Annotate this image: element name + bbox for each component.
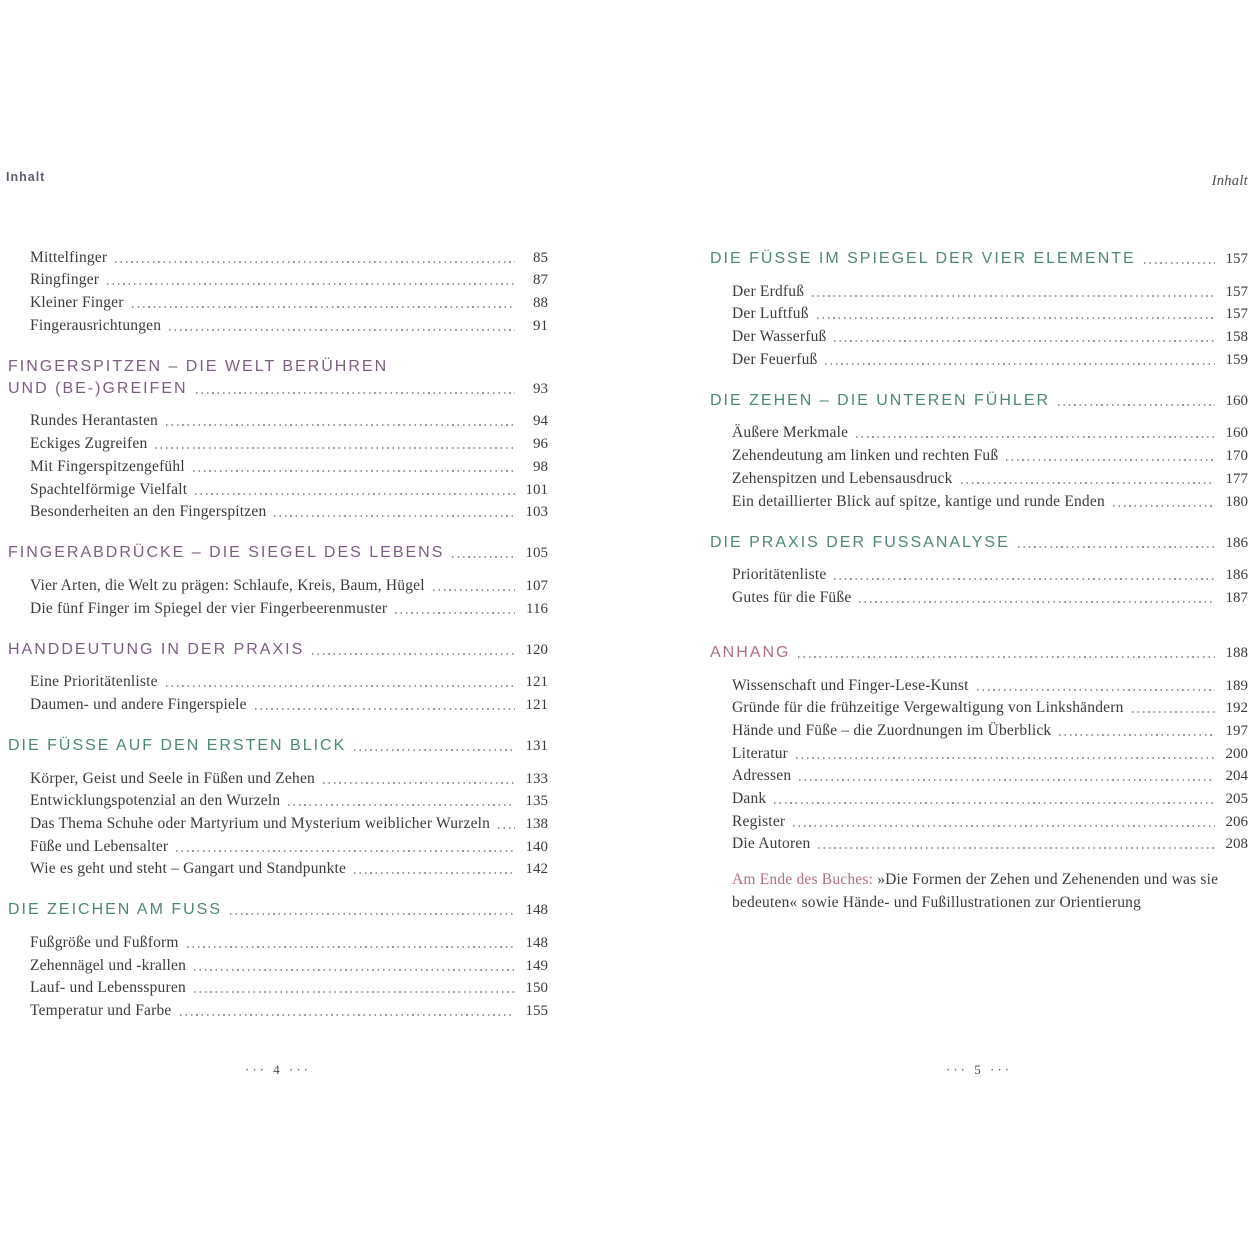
page-number-value: 180 bbox=[1225, 493, 1248, 510]
toc-entry bbox=[8, 244, 548, 267]
page-number-value: 148 bbox=[525, 935, 548, 952]
toc-chapter-title: ANHANG bbox=[710, 643, 791, 661]
dot-leader bbox=[288, 804, 515, 806]
toc-entry-label: Fingerausrichtungen bbox=[30, 316, 162, 334]
dot-leader bbox=[169, 329, 515, 331]
book-page-left bbox=[8, 0, 548, 1250]
dot-leader bbox=[1059, 734, 1215, 736]
page-number-value: 186 bbox=[1225, 534, 1248, 551]
page-number-value: 192 bbox=[1225, 700, 1248, 717]
page-number-value: 186 bbox=[1225, 567, 1248, 584]
dot-leader bbox=[195, 493, 515, 495]
dot-leader bbox=[176, 850, 515, 852]
toc-entry bbox=[8, 833, 548, 856]
dot-leader bbox=[1132, 711, 1215, 713]
toc-entry bbox=[8, 765, 548, 788]
toc-entry bbox=[8, 572, 548, 595]
page-number-value: 160 bbox=[1225, 425, 1248, 442]
dot-leader bbox=[498, 827, 515, 829]
toc-entry bbox=[710, 488, 1248, 511]
toc-entry-label: Zehendeutung am linken und rechten Fuß bbox=[732, 447, 999, 465]
dot-leader bbox=[194, 991, 515, 993]
page-number-value: 96 bbox=[533, 436, 548, 453]
page-number-value: 150 bbox=[525, 980, 548, 997]
dot-leader bbox=[1144, 262, 1215, 264]
dot-leader bbox=[166, 424, 515, 426]
toc-chapter-row bbox=[8, 376, 548, 398]
page-number-value: 206 bbox=[1225, 813, 1248, 830]
toc-chapter-title: DIE ZEICHEN AM FUSS bbox=[8, 901, 223, 919]
page-number-value: 105 bbox=[525, 545, 548, 562]
toc-chapter-row bbox=[8, 733, 548, 755]
dot-leader bbox=[354, 872, 515, 874]
dot-leader bbox=[274, 515, 515, 517]
toc-entry-label: Temperatur und Farbe bbox=[30, 1002, 172, 1020]
page-number-value: 189 bbox=[1225, 677, 1248, 694]
page-number-value: 187 bbox=[1225, 589, 1248, 606]
toc-entry bbox=[8, 312, 548, 335]
toc-entry-label: Der Luftfuß bbox=[732, 305, 809, 323]
toc-entry bbox=[710, 717, 1248, 740]
page-number-value: 94 bbox=[533, 413, 548, 430]
toc-chapter-row bbox=[8, 540, 548, 562]
toc-entry-label: Wissenschaft und Finger-Lese-Kunst bbox=[732, 676, 969, 694]
toc-entry-label: Spachtelförmige Vielfalt bbox=[30, 480, 188, 498]
page-number-value: 101 bbox=[525, 481, 548, 498]
toc-entry bbox=[710, 346, 1248, 369]
toc-entry bbox=[710, 740, 1248, 763]
dot-leader bbox=[312, 653, 515, 655]
toc-column-right bbox=[710, 246, 1248, 853]
dot-leader bbox=[817, 317, 1215, 319]
toc-entry-label: Eckiges Zugreifen bbox=[30, 435, 148, 453]
toc-entry bbox=[8, 810, 548, 833]
page-number-value: 208 bbox=[1225, 836, 1248, 853]
page-number-value: 158 bbox=[1225, 329, 1248, 346]
dot-leader bbox=[812, 295, 1215, 297]
toc-entry bbox=[8, 691, 548, 714]
toc-entry-label: Register bbox=[732, 812, 786, 830]
dot-leader bbox=[354, 749, 515, 751]
toc-chapter bbox=[710, 640, 1248, 662]
toc-chapter bbox=[8, 733, 548, 755]
toc-entry-label: Literatur bbox=[732, 744, 789, 762]
toc-entry-label: Die fünf Finger im Spiegel der vier Fingerbeerenmuster bbox=[30, 599, 388, 617]
dot-leader bbox=[961, 482, 1215, 484]
dot-leader bbox=[1018, 546, 1215, 548]
toc-entry bbox=[8, 788, 548, 811]
toc-entry bbox=[710, 695, 1248, 718]
toc-entry-label: Das Thema Schuhe oder Martyrium und Mysterium weiblicher Wurzeln bbox=[30, 815, 491, 832]
toc-chapter-title: FINGERABDRÜCKE – DIE SIEGEL DES LEBENS bbox=[8, 544, 445, 562]
toc-entry bbox=[710, 323, 1248, 346]
page-number-value: 88 bbox=[533, 295, 548, 312]
toc-chapter bbox=[8, 354, 548, 398]
toc-entry bbox=[8, 669, 548, 692]
dot-leader bbox=[793, 825, 1215, 827]
toc-entry bbox=[8, 595, 548, 618]
toc-entry bbox=[8, 476, 548, 499]
toc-entry-label: Rundes Herantasten bbox=[30, 412, 158, 430]
page-number-value: 140 bbox=[525, 838, 548, 855]
toc-entry-label: Prioritätenliste bbox=[732, 566, 827, 584]
toc-entry-label: Körper, Geist und Seele in Füßen und Zehen bbox=[30, 769, 315, 787]
dot-leader bbox=[977, 689, 1215, 691]
toc-entry bbox=[710, 831, 1248, 854]
toc-entry-label: Hände und Füße – die Zuordnungen im Überblick bbox=[732, 721, 1052, 739]
page-number-value: 107 bbox=[525, 577, 548, 594]
end-note bbox=[710, 868, 1248, 914]
page-number-value: 93 bbox=[533, 380, 548, 397]
dot-leader bbox=[433, 589, 515, 591]
end-note-text-line2: bedeuten« sowie Hände- und Fußillustrationen zur Orientierung bbox=[732, 894, 1142, 911]
toc-entry-label: Adressen bbox=[732, 767, 792, 785]
toc-entry-label: Kleiner Finger bbox=[30, 294, 124, 312]
toc-entry-label: Daumen- und andere Fingerspiele bbox=[30, 695, 247, 713]
end-note-text-line1: »Die Formen der Zehen und Zehenenden und was sie bbox=[877, 871, 1219, 888]
toc-chapter-row bbox=[710, 246, 1248, 268]
toc-entry bbox=[8, 499, 548, 522]
toc-entry-label: Ein detaillierter Blick auf spitze, kantige und runde Enden bbox=[732, 492, 1105, 510]
page-number-value: 103 bbox=[525, 504, 548, 521]
toc-entry-label: Besonderheiten an den Fingerspitzen bbox=[30, 503, 267, 521]
toc-entry bbox=[710, 808, 1248, 831]
dot-leader bbox=[834, 340, 1215, 342]
dot-leader bbox=[166, 685, 515, 687]
toc-entry bbox=[8, 430, 548, 453]
toc-entry bbox=[8, 289, 548, 312]
toc-chapter-title: DIE ZEHEN – DIE UNTEREN FÜHLER bbox=[710, 391, 1051, 409]
dot-leader bbox=[194, 969, 515, 971]
dot-leader bbox=[1113, 505, 1215, 507]
dot-leader bbox=[115, 261, 515, 263]
page-number-value: 170 bbox=[1225, 448, 1248, 465]
toc-chapter-row bbox=[8, 637, 548, 659]
dot-leader bbox=[395, 612, 515, 614]
dot-leader bbox=[323, 782, 515, 784]
toc-chapter-title: DIE PRAXIS DER FUSSANALYSE bbox=[710, 533, 1010, 551]
toc-chapter bbox=[8, 540, 548, 562]
toc-entry bbox=[8, 975, 548, 998]
dot-leader bbox=[834, 578, 1215, 580]
dot-leader bbox=[180, 1014, 515, 1016]
toc-entry bbox=[710, 562, 1248, 585]
page-number-value: 138 bbox=[525, 816, 548, 832]
toc-entry bbox=[710, 442, 1248, 465]
page-number-value: 157 bbox=[1225, 251, 1248, 267]
toc-entry bbox=[710, 465, 1248, 488]
toc-entry-label: Entwicklungspotenzial an den Wurzeln bbox=[30, 792, 281, 810]
page-number-value: 116 bbox=[526, 600, 548, 617]
toc-chapter bbox=[710, 246, 1248, 268]
dot-leader bbox=[1058, 404, 1215, 406]
toc-entry bbox=[710, 278, 1248, 301]
dot-leader bbox=[255, 708, 515, 710]
page-number-value: 205 bbox=[1225, 791, 1248, 807]
dot-leader bbox=[1006, 459, 1215, 461]
page-number-value: 157 bbox=[1225, 306, 1248, 323]
dot-leader bbox=[193, 470, 515, 472]
page-number-value: 177 bbox=[1225, 470, 1248, 487]
page-number-value: 131 bbox=[525, 737, 548, 754]
page-number-value: 200 bbox=[1225, 745, 1248, 762]
page-number-value: 197 bbox=[1225, 722, 1248, 739]
toc-chapter-row bbox=[710, 530, 1248, 552]
toc-chapter-title: DIE FÜSSE AUF DEN ERSTEN BLICK bbox=[8, 736, 347, 754]
page-number-value: 121 bbox=[525, 696, 548, 713]
page-number-value: 98 bbox=[533, 458, 548, 475]
page-number-value: 157 bbox=[1225, 283, 1248, 300]
dot-leader bbox=[107, 283, 515, 285]
dot-leader bbox=[196, 392, 515, 394]
end-note-lead: Am Ende des Buches: bbox=[732, 871, 874, 888]
toc-entry-label: Wie es geht und steht – Gangart und Standpunkte bbox=[30, 860, 347, 878]
page-number-value: 155 bbox=[525, 1003, 548, 1020]
running-head: Inhalt bbox=[1211, 173, 1248, 189]
toc-entry bbox=[8, 997, 548, 1020]
toc-chapter-row bbox=[710, 388, 1248, 410]
toc-chapter bbox=[710, 530, 1248, 552]
toc-entry-label: Fußgröße und Fußform bbox=[30, 934, 179, 952]
toc-chapter bbox=[710, 388, 1248, 410]
page-number-value: 159 bbox=[1225, 351, 1248, 368]
toc-chapter-row bbox=[8, 354, 548, 376]
toc-entry-label: Mit Fingerspitzengefühl bbox=[30, 457, 185, 475]
dot-leader bbox=[132, 306, 515, 308]
dot-leader bbox=[859, 601, 1215, 603]
page-number-value: 149 bbox=[525, 957, 548, 974]
toc-chapter-row bbox=[710, 640, 1248, 662]
dot-leader bbox=[825, 363, 1215, 365]
toc-entry-label: Vier Arten, die Welt zu prägen: Schlaufe, Kreis, Baum, Hügel bbox=[30, 576, 425, 594]
dot-leader bbox=[799, 779, 1215, 781]
toc-entry-label: Der Wasserfuß bbox=[732, 328, 827, 346]
dot-leader bbox=[774, 802, 1215, 804]
toc-entry-label: Mittelfinger bbox=[30, 248, 108, 266]
dot-leader bbox=[155, 447, 515, 449]
toc-entry-label: Zehenspitzen und Lebensausdruck bbox=[732, 469, 953, 487]
toc-chapter-title: HANDDEUTUNG IN DER PRAXIS bbox=[8, 640, 305, 658]
toc-entry bbox=[710, 672, 1248, 695]
folio-page-number: ··· 4 ··· bbox=[245, 1062, 311, 1077]
toc-entry-label: Äußere Merkmale bbox=[732, 424, 849, 442]
dot-leader bbox=[230, 913, 515, 915]
page-number-value: 142 bbox=[525, 861, 548, 878]
toc-entry-label: Eine Prioritätenliste bbox=[30, 673, 158, 691]
page-number-value: 87 bbox=[533, 272, 548, 289]
dot-leader bbox=[796, 757, 1215, 759]
toc-entry-label: Die Autoren bbox=[732, 835, 811, 853]
toc-entry-label: Lauf- und Lebensspuren bbox=[30, 979, 186, 997]
toc-entry bbox=[710, 785, 1248, 808]
page-number-value: 85 bbox=[533, 249, 548, 266]
toc-entry bbox=[8, 453, 548, 476]
toc-entry-label: Dank bbox=[732, 790, 767, 807]
toc-chapter-title: UND (BE-)GREIFEN bbox=[8, 379, 188, 397]
toc-chapter-title: DIE FÜSSE IM SPIEGEL DER VIER ELEMENTE bbox=[710, 250, 1136, 267]
page-number-value: 188 bbox=[1225, 644, 1248, 661]
toc-entry bbox=[710, 420, 1248, 443]
toc-entry bbox=[8, 856, 548, 879]
page-number-value: 148 bbox=[525, 902, 548, 919]
toc-entry-label: Zehennägel und -krallen bbox=[30, 956, 187, 974]
dot-leader bbox=[818, 847, 1215, 849]
toc-chapter bbox=[8, 637, 548, 659]
toc-chapter-row bbox=[8, 897, 548, 919]
toc-chapter-title: FINGERSPITZEN – DIE WELT BERÜHREN bbox=[8, 357, 389, 375]
page-number-value: 135 bbox=[525, 793, 548, 810]
toc-entry bbox=[8, 267, 548, 290]
page-number-value: 91 bbox=[533, 317, 548, 334]
page-number-value: 204 bbox=[1225, 768, 1248, 785]
dot-leader bbox=[187, 946, 515, 948]
page-number-value: 133 bbox=[525, 770, 548, 787]
toc-entry-label: Gutes für die Füße bbox=[732, 588, 852, 606]
toc-entry bbox=[710, 301, 1248, 324]
toc-column-left bbox=[8, 244, 548, 1020]
folio-page-number: ··· 5 ··· bbox=[946, 1062, 1012, 1077]
toc-entry bbox=[710, 584, 1248, 607]
toc-entry-label: Der Erdfuß bbox=[732, 282, 805, 300]
toc-entry bbox=[710, 763, 1248, 786]
toc-entry-label: Gründe für die frühzeitige Vergewaltigung von Linkshändern bbox=[732, 699, 1124, 717]
book-page-right bbox=[710, 0, 1248, 1250]
toc-entry bbox=[8, 952, 548, 975]
toc-entry bbox=[8, 929, 548, 952]
toc-entry bbox=[8, 408, 548, 431]
page-number-value: 121 bbox=[525, 674, 548, 691]
toc-entry-label: Füße und Lebensalter bbox=[30, 837, 169, 855]
page-number-value: 160 bbox=[1225, 392, 1248, 409]
dot-leader bbox=[452, 556, 515, 558]
dot-leader bbox=[798, 656, 1215, 658]
dot-leader bbox=[856, 436, 1215, 438]
toc-chapter bbox=[8, 897, 548, 919]
page-number-value: 120 bbox=[525, 641, 548, 658]
toc-entry-label: Der Feuerfuß bbox=[732, 350, 818, 368]
toc-entry-label: Ringfinger bbox=[30, 271, 100, 289]
running-head: Inhalt bbox=[6, 170, 46, 184]
